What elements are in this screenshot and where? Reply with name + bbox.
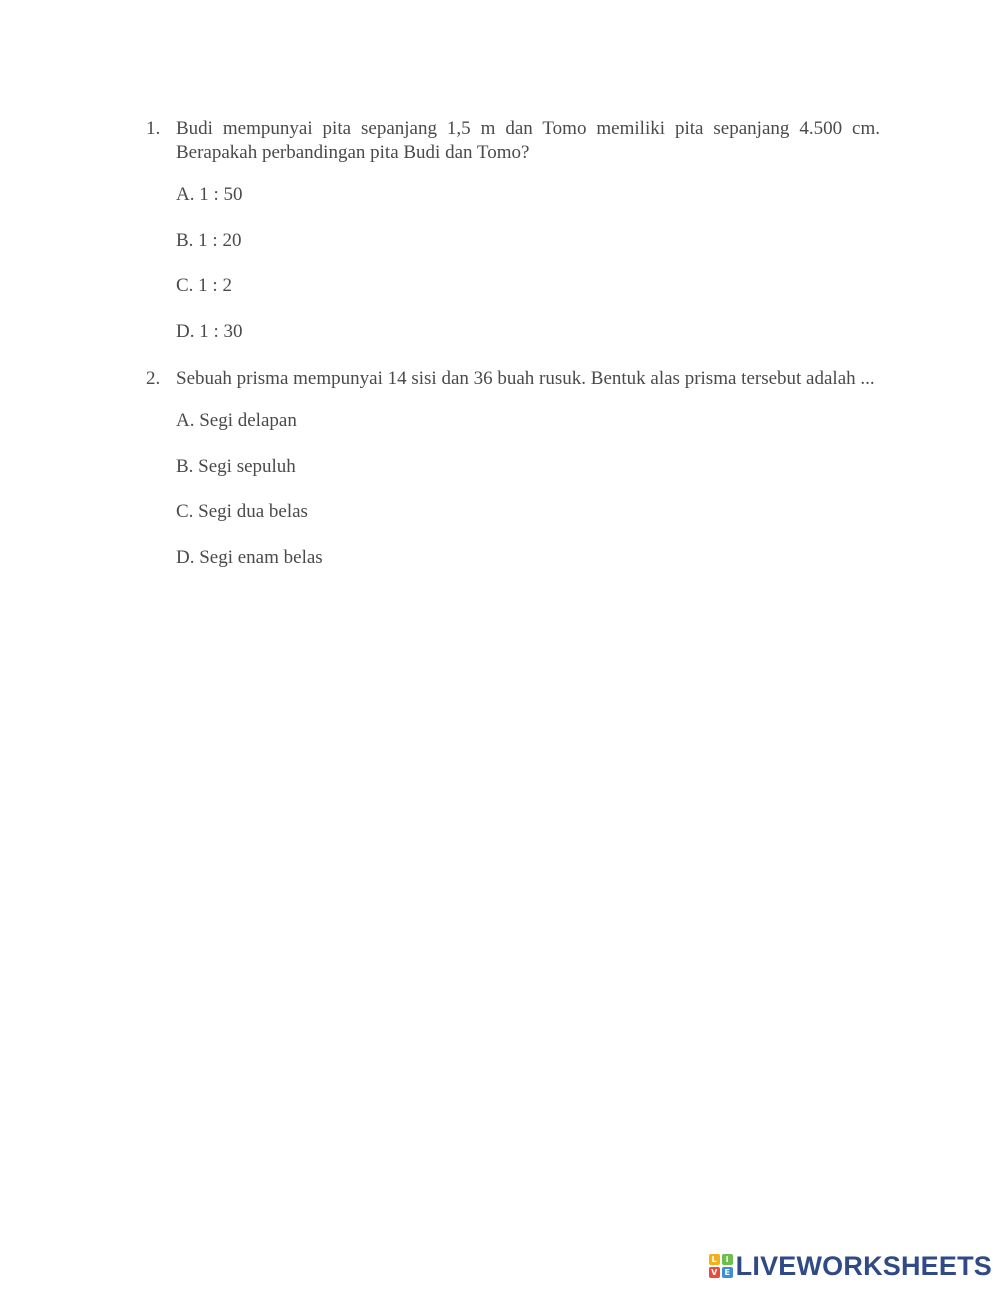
option-a[interactable]: A. Segi delapan <box>176 410 297 431</box>
logo-text: LIVEWORKSHEETS <box>735 1251 992 1281</box>
logo-cell: V <box>709 1267 720 1278</box>
answer-options <box>176 409 880 570</box>
logo-cell: I <box>722 1254 733 1265</box>
option-c[interactable]: C. 1 : 2 <box>176 275 232 296</box>
logo-mark-icon <box>709 1254 733 1278</box>
option-c[interactable]: C. Segi dua belas <box>176 501 308 522</box>
question-number: 1. <box>146 118 161 139</box>
logo-cell: L <box>709 1254 720 1265</box>
question-text: Budi mempunyai pita sepanjang 1,5 m dan Tomo memiliki pita sepanjang 4.500 cm. Berapakah perbandingan pita Budi dan Tomo? <box>176 118 880 163</box>
liveworksheets-logo <box>709 1251 992 1281</box>
option-a[interactable]: A. 1 : 50 <box>176 184 243 205</box>
option-b[interactable]: B. Segi sepuluh <box>176 455 296 477</box>
question-text: Sebuah prisma mempunyai 14 sisi dan 36 buah rusuk. Bentuk alas prisma tersebut adalah ... <box>176 368 875 389</box>
answer-options <box>176 183 880 344</box>
question-number: 2. <box>146 368 161 389</box>
question-2 <box>146 367 880 570</box>
logo-cell: E <box>722 1267 733 1278</box>
option-b[interactable]: B. 1 : 20 <box>176 229 242 251</box>
option-d[interactable]: D. 1 : 30 <box>176 320 243 342</box>
question-1 <box>146 117 880 344</box>
option-d[interactable]: D. Segi enam belas <box>176 546 323 568</box>
